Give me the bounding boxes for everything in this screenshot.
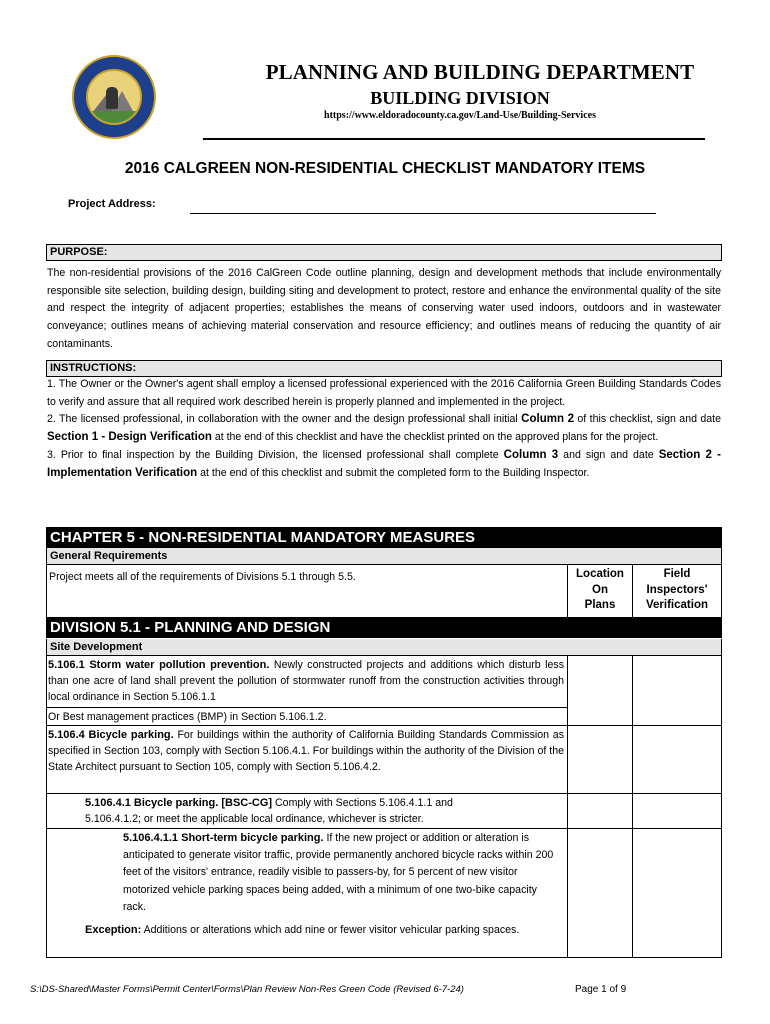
col-field-label: Field Inspectors' Verification (646, 568, 708, 611)
seal-emblem-icon (86, 69, 142, 125)
location-cell[interactable] (567, 725, 633, 794)
item-5106-4: 5.106.4 Bicycle parking. For buildings within the authority of California Building Standards Commission as specified in Section 103, comply with Section 5.106.4.1. For buildings within the authority of the Division of the State Architect pursuant to Section 105, comply with Section 5.106.4.2. (48, 729, 564, 774)
county-seal (72, 55, 156, 139)
checklist-title: 2016 CALGREEN NON-RESIDENTIAL CHECKLIST MANDATORY ITEMS (124, 160, 646, 177)
general-requirements-text: Project meets all of the requirements of Divisions 5.1 through 5.5. (49, 571, 356, 583)
purpose-heading: PURPOSE: (46, 244, 722, 261)
item-5106-1-or: Or Best management practices (BMP) in Section 5.106.1.2. (48, 711, 327, 723)
division51-heading: DIVISION 5.1 - PLANNING AND DESIGN (46, 617, 722, 638)
item-5106-4-1: 5.106.4.1 Bicycle parking. [BSC-CG] Comply with Sections 5.106.4.1.1 and 5.106.4.1.2; or meet the applicable local ordinance, whichever is stricter. (85, 797, 453, 826)
purpose-text: The non-residential provisions of the 2016 CalGreen Code outline planning, design and development methods that include environmentally responsible site selection, building design, building siting and development to protect, restore and enhance the environmental quality of the site and respect the integrity of adjacent properties; establishes the means of conserving water used indoors, outdoors and in wastewater conveyance; outlines means of achieving material conservation and resource efficiency; and outlines means of reducing the quantity of air contaminants. (47, 267, 721, 350)
chapter5-heading: CHAPTER 5 - NON-RESIDENTIAL MANDATORY MEASURES (46, 527, 722, 548)
location-cell[interactable] (567, 793, 633, 829)
general-requirements-heading: General Requirements (46, 548, 722, 564)
item-5106-1: 5.106.1 Storm water pollution prevention. Newly constructed projects and additions which disturb less than one acre of land shall prevent the pollution of stormwater runoff from the construction activities through local ordinance in Section 5.106.1.1 (48, 659, 564, 704)
location-cell[interactable] (567, 655, 633, 726)
instruction-item-1: 1. The Owner or the Owner's agent shall employ a licensed professional experienced with the 2016 California Green Building Standards Codes to verify and assure that all required work described herein is properly planned and implemented in the project. (47, 378, 721, 408)
footer-file-path: S:\DS-Shared\Master Forms\Permit Center\Forms\Plan Review Non-Res Green Code (Revised 6-7-24) (30, 984, 464, 995)
exception-note: Exception: Additions or alterations which add nine or fewer visitor vehicular parking spaces. (85, 924, 520, 936)
location-cell[interactable] (567, 828, 633, 958)
site-development-heading: Site Development (46, 639, 722, 655)
project-address-field[interactable] (190, 213, 656, 214)
instructions-text (47, 376, 721, 482)
verification-cell[interactable] (632, 828, 722, 958)
instructions-heading: INSTRUCTIONS: (46, 360, 722, 377)
verification-cell[interactable] (632, 725, 722, 794)
instruction-item-2: 2. The licensed professional, in collaboration with the owner and the design professional shall initial Column 2 of this checklist, sign and date Section 1 - Design Verification at the end of this checklist and have the checklist printed on the approved plans for the project. (47, 413, 721, 444)
division-title: BUILDING DIVISION (370, 88, 550, 108)
project-address-label: Project Address: (68, 198, 156, 210)
verification-cell[interactable] (632, 793, 722, 829)
department-url[interactable]: https://www.eldoradocounty.ca.gov/Land-Use/Building-Services (324, 110, 596, 121)
item-5106-4-1-1: 5.106.4.1.1 Short-term bicycle parking. If the new project or addition or alteration is anticipated to generate visitor traffic, provide permanently anchored bicycle racks within 200 feet of the visitors' entrance, readily visible to passers-by, for 5 percent of new visitor motorized vehicle parking spaces being added, with a minimum of one two-bike capacity rack. (123, 832, 554, 913)
department-title: PLANNING AND BUILDING DEPARTMENT (265, 60, 695, 84)
instruction-item-3: 3. Prior to final inspection by the Building Division, the licensed professional shall complete Column 3 and sign and date Section 2 - Implementation Verification at the end of this checklist and submit the completed form to the Building Inspector. (47, 448, 722, 479)
header-divider (203, 138, 705, 140)
page-number: Page 1 of 9 (575, 984, 627, 995)
verification-cell[interactable] (632, 655, 722, 726)
col-location-label: Location On Plans (576, 568, 624, 611)
